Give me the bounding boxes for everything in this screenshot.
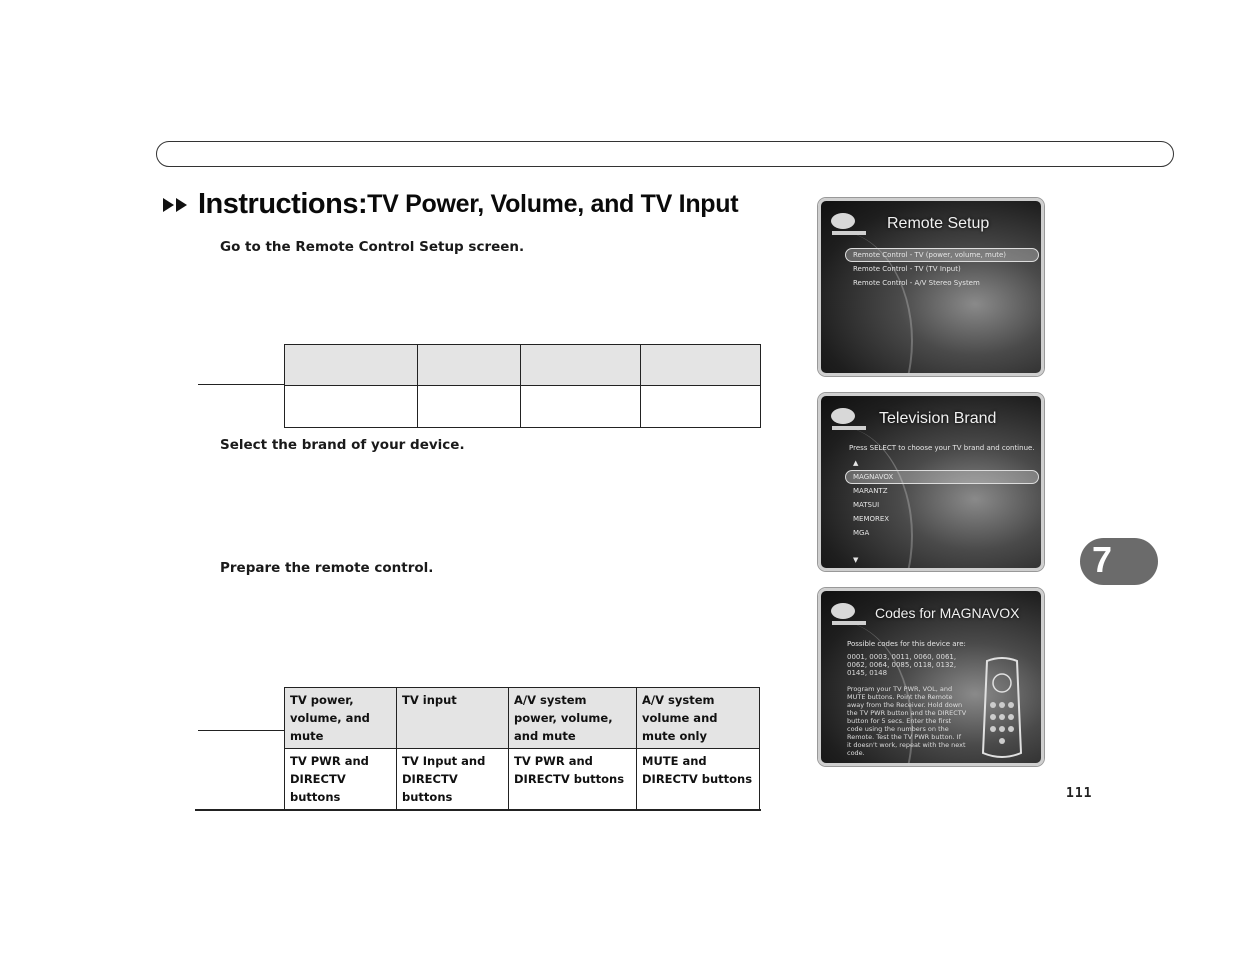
fast-forward-icon	[163, 197, 189, 213]
screen-menu-item: Remote Control - TV (TV Input)	[853, 265, 961, 273]
directv-logo-icon	[829, 601, 873, 627]
screen-menu-item: Remote Control - A/V Stereo System	[853, 279, 980, 287]
table-bottom	[284, 687, 760, 810]
step-2: Select the brand of your device.	[220, 437, 465, 453]
table-top-header-2	[418, 345, 521, 386]
table-top	[284, 344, 761, 428]
table-top-cell-3	[521, 386, 641, 428]
table-bottom-header-4: A/V system volume and mute only	[637, 688, 760, 749]
step-1: Go to the Remote Control Setup screen.	[220, 239, 525, 255]
screenshot-codes	[818, 588, 1044, 766]
screen-title: Television Brand	[879, 410, 997, 427]
brand-item: MAGNAVOX	[853, 473, 894, 481]
step-3: Prepare the remote control.	[220, 560, 434, 576]
table-top-cell-1	[285, 386, 418, 428]
table-bottom-cell-3: TV PWR and DIRECTV buttons	[509, 749, 637, 810]
screen-title: Codes for MAGNAVOX	[875, 605, 1020, 621]
table-top-header-4	[641, 345, 761, 386]
directv-logo-icon	[829, 211, 873, 237]
screenshot-remote-setup	[818, 198, 1044, 376]
header-bar	[156, 141, 1174, 167]
table-top-cell-2	[418, 386, 521, 428]
screen-title: Remote Setup	[887, 215, 990, 232]
chapter-tab	[1080, 538, 1158, 585]
page-number: 111	[1066, 786, 1093, 801]
table-bottom-header-3: A/V system power, volume, and mute	[509, 688, 637, 749]
table-bottom-cell-1: TV PWR and DIRECTV buttons	[285, 749, 397, 810]
brand-item: MEMOREX	[853, 515, 890, 523]
screen-menu-item: Remote Control - TV (power, volume, mute)	[853, 251, 1007, 259]
table-bottom-header-2: TV input	[397, 688, 509, 749]
table-bottom-cell-2: TV Input and DIRECTV buttons	[397, 749, 509, 810]
brand-item: MGA	[853, 529, 870, 537]
codes-list: 0001, 0003, 0011, 0060, 0061, 0062, 0064, 0085, 0118, 0132, 0145, 0148	[847, 653, 957, 677]
brand-item: MARANTZ	[853, 487, 888, 495]
table-top-cell-4	[641, 386, 761, 428]
table-bottom-cell-4: MUTE and DIRECTV buttons	[637, 749, 760, 810]
scroll-up-icon: ▲	[853, 459, 859, 467]
remote-control-icon	[977, 657, 1027, 761]
table-top-header-3	[521, 345, 641, 386]
bottom-rule	[195, 809, 761, 811]
codes-instructions: Program your TV PWR, VOL, and MUTE buttons. Point the Remote away from the Receiver. Hold down the TV PWR button and the DIRECTV button for 5 secs. Enter the first code using the numbers on the Remote. Test the TV PWR button. If it doesn't work, repeat with the next code.	[847, 685, 967, 757]
chapter-number: 7	[1092, 539, 1113, 580]
directv-logo-icon	[829, 406, 873, 432]
title-main: Instructions:	[198, 188, 368, 220]
brand-item: MATSUI	[853, 501, 880, 509]
scroll-down-icon: ▼	[853, 556, 859, 564]
table-bottom-rule	[198, 730, 285, 731]
table-top-rule	[198, 384, 285, 385]
page-title	[163, 188, 738, 221]
codes-intro: Possible codes for this device are:	[847, 640, 966, 648]
table-bottom-header-1: TV power, volume, and mute	[285, 688, 397, 749]
title-sub: TV Power, Volume, and TV Input	[367, 190, 739, 218]
screen-prompt: Press SELECT to choose your TV brand and continue.	[849, 444, 1035, 452]
table-top-header-1	[285, 345, 418, 386]
screenshot-television-brand	[818, 393, 1044, 571]
